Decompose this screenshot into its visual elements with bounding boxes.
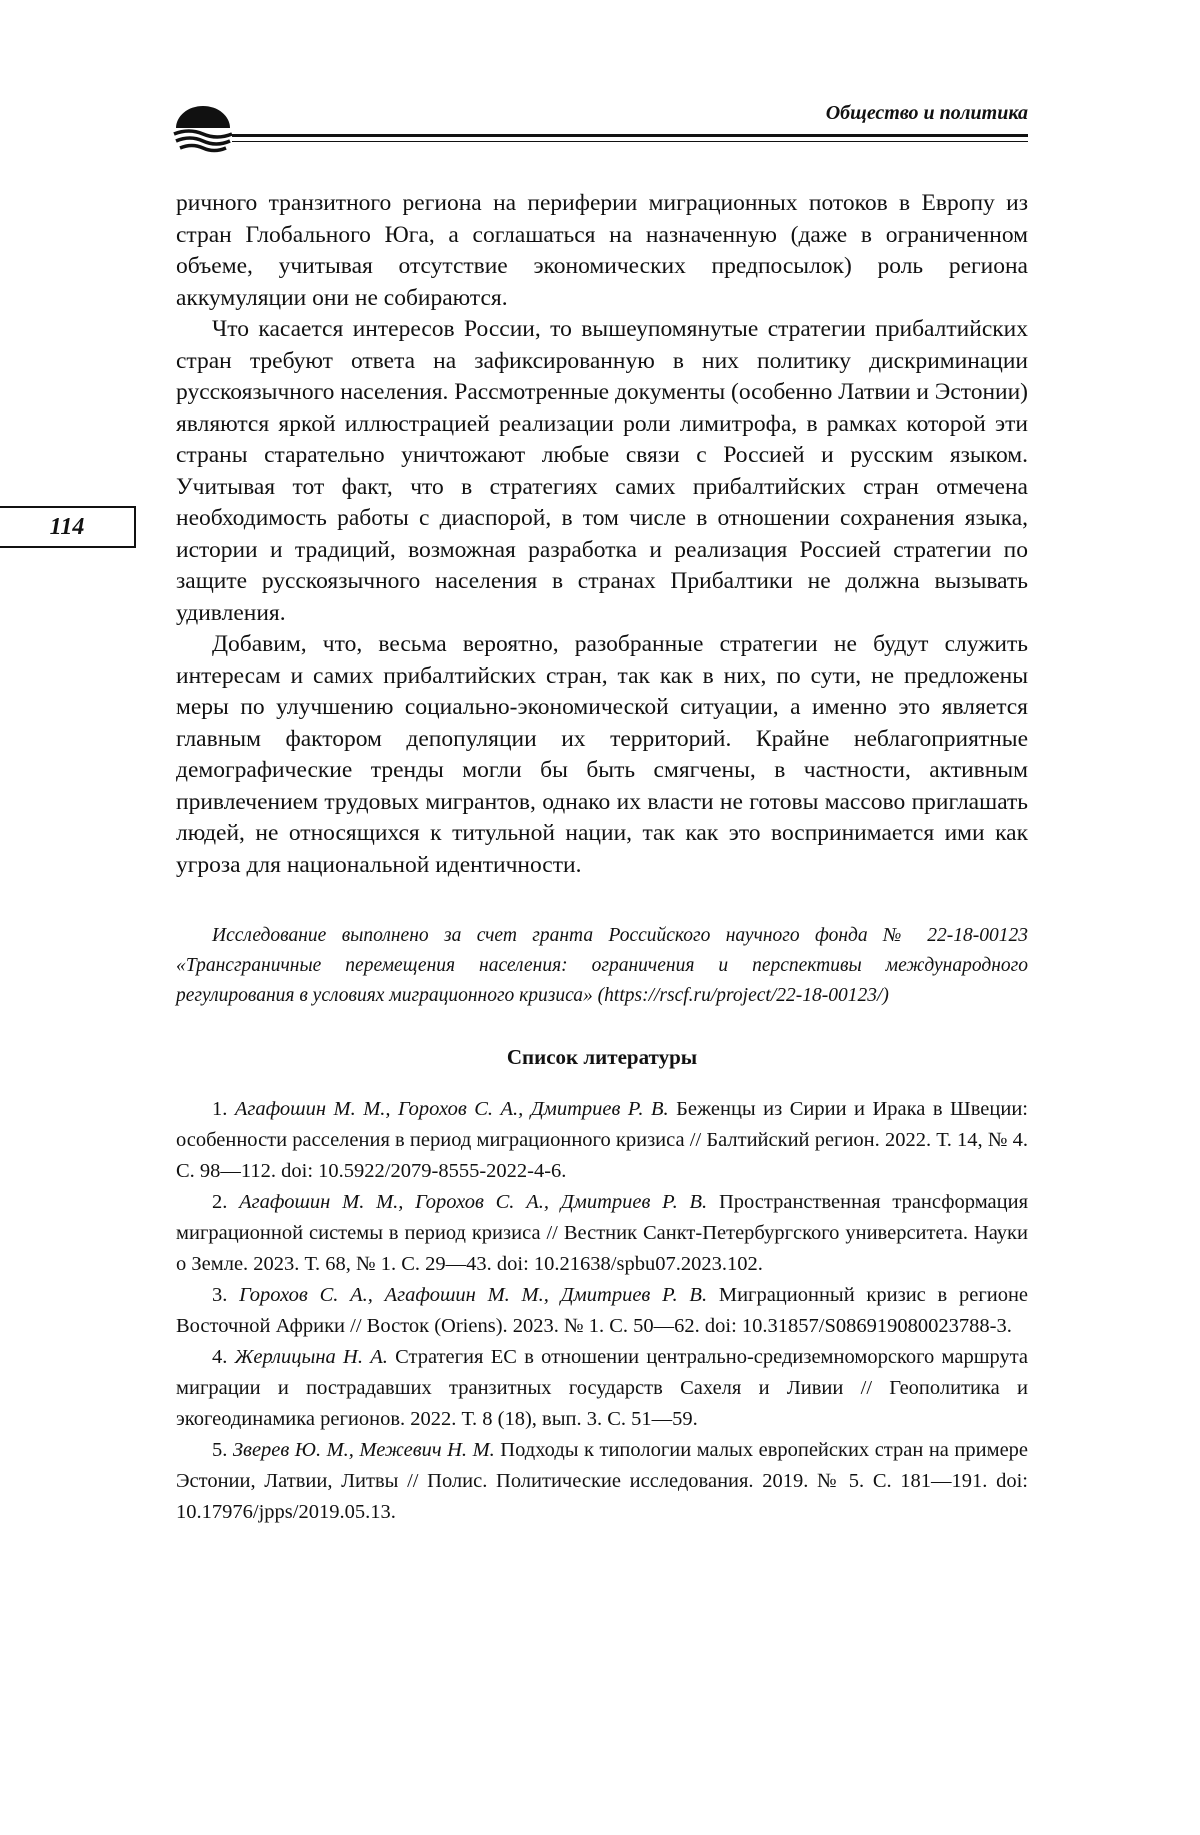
article-body bbox=[176, 188, 1028, 1528]
references-heading: Список литературы bbox=[506, 1045, 698, 1069]
references-list bbox=[176, 1094, 1028, 1528]
reference-number: 3. bbox=[212, 1284, 228, 1306]
journal-logo-icon bbox=[172, 106, 234, 154]
reference-item bbox=[176, 1342, 1028, 1435]
reference-text: Подходы к типологии малых европейских стран на примере Эстонии, Латвии, Литвы // Полис. Политические исследования. 2019. № 5. С. 181—191. doi: 10.17976/jpps/2019.05.13. bbox=[176, 1439, 1029, 1523]
reference-number: 5. bbox=[212, 1439, 228, 1461]
grant-acknowledgement: Исследование выполнено за счет гранта Российского научного фонда № 22-18-00123 «Трансграничные перемещения населения: ограничения и перспективы международного регулирования в условиях миграционного кризиса» (https://rscf.ru/project/22-18-00123/) bbox=[176, 925, 1028, 1006]
reference-number: 4. bbox=[212, 1346, 228, 1368]
reference-number: 1. bbox=[212, 1098, 228, 1120]
reference-item bbox=[176, 1280, 1028, 1342]
reference-authors: Жерлицына Н. А. bbox=[234, 1346, 388, 1368]
running-title: Общество и политика bbox=[825, 102, 1028, 124]
header-rule-thin bbox=[232, 141, 1028, 142]
reference-item bbox=[176, 1435, 1028, 1528]
reference-number: 2. bbox=[212, 1191, 228, 1213]
reference-authors: Агафошин М. М., Горохов С. А., Дмитриев Р. В. bbox=[234, 1098, 669, 1120]
reference-authors: Зверев Ю. М., Межевич Н. М. bbox=[232, 1439, 495, 1461]
reference-item bbox=[176, 1094, 1028, 1187]
body-paragraph: ричного транзитного региона на периферии миграционных потоков в Европу из стран Глобального Юга, а соглашаться на назначенную (даже в ограниченном объеме, учитывая отсутствие экономических предпосылок) роль региона аккумуляции они не собираются. bbox=[176, 190, 1028, 311]
reference-text: Беженцы из Сирии и Ирака в Швеции: особенности расселения в период миграционного кризиса // Балтийский регион. 2022. Т. 14, № 4. С. 98—112. doi: 10.5922/2079-8555-2022-4-6. bbox=[176, 1098, 1028, 1182]
reference-authors: Горохов С. А., Агафошин М. М., Дмитриев Р. В. bbox=[239, 1284, 708, 1306]
body-paragraph: Что касается интересов России, то вышеупомянутые стратегии прибалтийских стран требуют ответа на зафиксированную в них политику дискриминации русскоязычного населения. Рассмотренные документы (особенно Латвии и Эстонии) являются яркой иллюстрацией реализации роли лимитрофа, в рамках которой эти страны старательно уничтожают любые связи с Россией и русским языком. Учитывая тот факт, что в стратегиях самих прибалтийских стран отмечена необходимость работы с диаспорой, в том числе в отношении сохранения языка, истории и традиций, возможная разработка и реализация Россией стратегии по защите русскоязычного населения в странах Прибалтики не должна вызывать удивления. bbox=[176, 316, 1029, 626]
header-rule bbox=[232, 134, 1028, 137]
reference-item bbox=[176, 1187, 1028, 1280]
reference-text: Стратегия ЕС в отношении центрально-средиземноморского маршрута миграции и пострадавших транзитных государств Сахеля и Ливии // Геополитика и экогеодинамика регионов. 2022. Т. 8 (18), вып. 3. С. 51—59. bbox=[176, 1346, 1029, 1430]
reference-authors: Агафошин М. М., Горохов С. А., Дмитриев Р. В. bbox=[239, 1191, 708, 1213]
reference-text: Пространственная трансформация миграционной системы в период кризиса // Вестник Санкт-Петербургского университета. Науки о Земле. 2023. Т. 68, № 1. С. 29—43. doi: 10.21638/spbu07.2023.102. bbox=[176, 1191, 1029, 1275]
page-header bbox=[172, 96, 1028, 160]
reference-text: Миграционный кризис в регионе Восточной Африки // Восток (Oriens). 2023. № 1. С. 50—62. doi: 10.31857/S086919080023788-3. bbox=[176, 1284, 1029, 1337]
page-number: 114 bbox=[0, 506, 136, 548]
body-paragraph: Добавим, что, весьма вероятно, разобранные стратегии не будут служить интересам и самих прибалтийских стран, так как в них, по сути, не предложены меры по улучшению социально-экономической ситуации, а именно это является главным фактором депопуляции их территорий. Крайне неблагоприятные демографические тренды могли бы быть смягчены, в частности, активным привлечением трудовых мигрантов, однако их власти не готовы массово приглашать людей, не относящихся к титульной нации, так как это воспринимается ими как угроза для национальной идентичности. bbox=[176, 631, 1028, 878]
